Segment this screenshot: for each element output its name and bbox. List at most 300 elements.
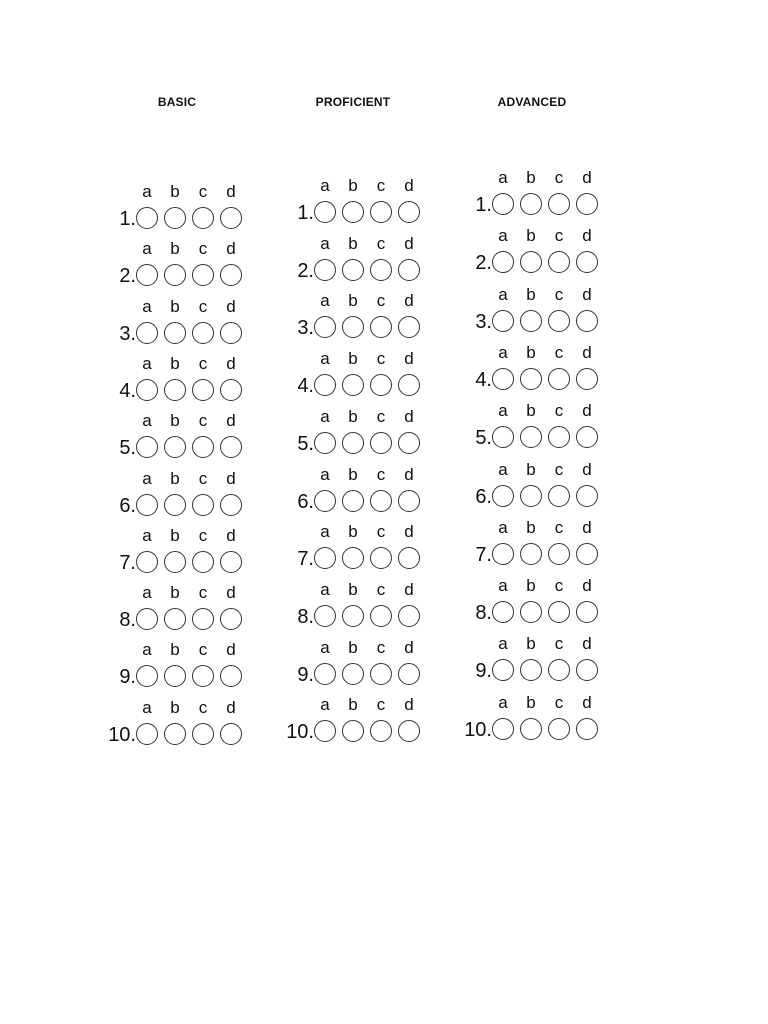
question-number: 8. (475, 602, 492, 624)
option-label-c: c (376, 176, 386, 195)
question-row (466, 227, 626, 283)
option-label-d: d (226, 469, 236, 488)
answer-bubble-d[interactable] (220, 379, 242, 401)
question-number: 6. (119, 495, 136, 517)
question-row (110, 412, 270, 468)
option-label-c: c (376, 522, 386, 541)
answer-bubble-d[interactable] (398, 490, 420, 512)
option-label-a: a (320, 522, 330, 541)
answer-bubble-c[interactable] (548, 718, 570, 740)
answer-bubble-b[interactable] (164, 551, 186, 573)
option-label-b: b (170, 239, 180, 258)
question-number: 1. (475, 194, 492, 216)
option-label-c: c (376, 638, 386, 657)
question-number: 3. (475, 311, 492, 333)
option-label-b: b (348, 349, 358, 368)
option-label-b: b (170, 526, 180, 545)
option-label-a: a (320, 291, 330, 310)
answer-bubble-b[interactable] (164, 264, 186, 286)
option-label-c: c (376, 580, 386, 599)
option-label-a: a (498, 168, 508, 187)
answer-bubble-d[interactable] (398, 201, 420, 223)
answer-bubble-b[interactable] (520, 543, 542, 565)
answer-bubble-d[interactable] (398, 547, 420, 569)
option-label-a: a (320, 638, 330, 657)
answer-bubble-b[interactable] (520, 368, 542, 390)
option-label-b: b (348, 522, 358, 541)
question-row (110, 183, 270, 239)
header-basic: BASIC (157, 95, 197, 109)
answer-bubble-c[interactable] (192, 264, 214, 286)
answer-bubble-d[interactable] (220, 723, 242, 745)
option-label-a: a (142, 239, 152, 258)
option-label-d: d (582, 460, 592, 479)
answer-bubble-c[interactable] (548, 543, 570, 565)
answer-bubble-d[interactable] (220, 207, 242, 229)
option-label-b: b (170, 469, 180, 488)
option-label-d: d (226, 182, 236, 201)
answer-bubble-a[interactable] (314, 663, 336, 685)
option-label-a: a (142, 411, 152, 430)
option-label-a: a (498, 576, 508, 595)
option-label-d: d (404, 234, 414, 253)
option-label-b: b (526, 226, 536, 245)
answer-bubble-b[interactable] (520, 659, 542, 681)
answer-bubble-c[interactable] (370, 316, 392, 338)
option-label-d: d (404, 349, 414, 368)
answer-bubble-a[interactable] (314, 201, 336, 223)
answer-bubble-d[interactable] (398, 663, 420, 685)
option-label-d: d (404, 176, 414, 195)
answer-bubble-d[interactable] (220, 322, 242, 344)
question-number: 5. (475, 427, 492, 449)
question-row (466, 402, 626, 458)
answer-bubble-a[interactable] (492, 426, 514, 448)
answer-bubble-c[interactable] (192, 551, 214, 573)
option-label-c: c (198, 583, 208, 602)
question-number: 6. (475, 486, 492, 508)
option-label-d: d (582, 518, 592, 537)
answer-bubble-b[interactable] (342, 316, 364, 338)
option-label-c: c (198, 297, 208, 316)
option-label-c: c (554, 343, 564, 362)
question-row (466, 286, 626, 342)
option-label-c: c (554, 693, 564, 712)
option-label-b: b (170, 297, 180, 316)
answer-bubble-a[interactable] (314, 547, 336, 569)
question-number: 5. (297, 433, 314, 455)
answer-bubble-d[interactable] (576, 251, 598, 273)
answer-bubble-b[interactable] (164, 608, 186, 630)
answer-bubble-d[interactable] (398, 605, 420, 627)
answer-bubble-d[interactable] (220, 665, 242, 687)
answer-bubble-a[interactable] (492, 485, 514, 507)
option-label-c: c (376, 291, 386, 310)
option-label-a: a (142, 354, 152, 373)
answer-bubble-b[interactable] (520, 426, 542, 448)
option-label-b: b (170, 640, 180, 659)
option-label-a: a (320, 695, 330, 714)
answer-bubble-d[interactable] (576, 310, 598, 332)
option-label-c: c (376, 407, 386, 426)
question-number: 2. (119, 265, 136, 287)
answer-bubble-d[interactable] (576, 659, 598, 681)
option-label-d: d (404, 465, 414, 484)
answer-bubble-d[interactable] (398, 432, 420, 454)
option-label-b: b (526, 343, 536, 362)
option-label-b: b (526, 460, 536, 479)
option-label-b: b (526, 168, 536, 187)
option-label-d: d (226, 297, 236, 316)
option-label-d: d (404, 407, 414, 426)
answer-bubble-a[interactable] (492, 310, 514, 332)
answer-bubble-c[interactable] (548, 310, 570, 332)
option-label-c: c (554, 576, 564, 595)
option-label-b: b (348, 407, 358, 426)
option-label-a: a (142, 583, 152, 602)
answer-bubble-a[interactable] (136, 494, 158, 516)
question-number: 4. (475, 369, 492, 391)
option-label-a: a (142, 698, 152, 717)
option-label-b: b (348, 580, 358, 599)
option-label-c: c (554, 401, 564, 420)
question-row (466, 577, 626, 633)
answer-bubble-a[interactable] (314, 432, 336, 454)
option-label-b: b (526, 693, 536, 712)
answer-bubble-a[interactable] (314, 259, 336, 281)
question-row (288, 581, 448, 637)
answer-bubble-b[interactable] (342, 490, 364, 512)
option-label-b: b (170, 583, 180, 602)
option-label-a: a (498, 518, 508, 537)
question-row (288, 696, 448, 752)
answer-bubble-a[interactable] (314, 720, 336, 742)
answer-bubble-c[interactable] (192, 665, 214, 687)
question-number: 1. (119, 208, 136, 230)
answer-bubble-d[interactable] (220, 608, 242, 630)
answer-bubble-d[interactable] (576, 485, 598, 507)
answer-bubble-a[interactable] (492, 368, 514, 390)
option-label-c: c (198, 182, 208, 201)
option-label-d: d (582, 343, 592, 362)
option-label-a: a (142, 297, 152, 316)
question-row (288, 523, 448, 579)
answer-bubble-b[interactable] (342, 720, 364, 742)
answer-bubble-c[interactable] (192, 436, 214, 458)
question-row (466, 694, 626, 750)
answer-bubble-b[interactable] (164, 436, 186, 458)
answer-bubble-c[interactable] (370, 259, 392, 281)
answer-bubble-d[interactable] (576, 368, 598, 390)
answer-bubble-b[interactable] (520, 601, 542, 623)
option-label-a: a (142, 182, 152, 201)
option-label-d: d (226, 698, 236, 717)
option-label-d: d (582, 285, 592, 304)
question-number: 7. (297, 548, 314, 570)
option-label-b: b (348, 291, 358, 310)
question-number: 9. (297, 664, 314, 686)
answer-bubble-c[interactable] (370, 374, 392, 396)
answer-bubble-a[interactable] (136, 665, 158, 687)
question-number: 6. (297, 491, 314, 513)
answer-bubble-d[interactable] (398, 316, 420, 338)
answer-bubble-b[interactable] (342, 605, 364, 627)
answer-bubble-b[interactable] (520, 310, 542, 332)
answer-bubble-c[interactable] (192, 322, 214, 344)
answer-bubble-b[interactable] (164, 379, 186, 401)
option-label-d: d (226, 583, 236, 602)
option-label-b: b (526, 576, 536, 595)
question-row (288, 235, 448, 291)
option-label-d: d (226, 239, 236, 258)
option-label-d: d (582, 576, 592, 595)
answer-bubble-d[interactable] (398, 720, 420, 742)
option-label-d: d (582, 226, 592, 245)
option-label-c: c (198, 640, 208, 659)
answer-bubble-d[interactable] (576, 193, 598, 215)
answer-bubble-c[interactable] (548, 426, 570, 448)
question-number: 4. (119, 380, 136, 402)
option-label-c: c (198, 239, 208, 258)
answer-bubble-c[interactable] (370, 490, 392, 512)
question-row (110, 355, 270, 411)
question-row (288, 408, 448, 464)
answer-bubble-a[interactable] (314, 316, 336, 338)
option-label-c: c (376, 465, 386, 484)
option-label-b: b (526, 634, 536, 653)
question-number: 2. (475, 252, 492, 274)
answer-bubble-a[interactable] (136, 379, 158, 401)
option-label-c: c (376, 695, 386, 714)
option-label-a: a (320, 465, 330, 484)
answer-bubble-b[interactable] (342, 547, 364, 569)
question-row (110, 584, 270, 640)
option-label-d: d (226, 411, 236, 430)
option-label-a: a (498, 693, 508, 712)
answer-bubble-c[interactable] (370, 201, 392, 223)
answer-bubble-b[interactable] (164, 322, 186, 344)
answer-bubble-a[interactable] (136, 436, 158, 458)
option-label-b: b (348, 234, 358, 253)
option-label-a: a (142, 469, 152, 488)
question-number: 10. (286, 721, 314, 743)
answer-bubble-b[interactable] (520, 718, 542, 740)
answer-bubble-d[interactable] (220, 494, 242, 516)
option-label-c: c (554, 460, 564, 479)
answer-bubble-c[interactable] (548, 251, 570, 273)
header-advanced: ADVANCED (497, 95, 567, 109)
question-row (288, 177, 448, 233)
option-label-b: b (170, 182, 180, 201)
answer-bubble-d[interactable] (576, 426, 598, 448)
option-label-a: a (498, 460, 508, 479)
option-label-a: a (498, 401, 508, 420)
question-number: 4. (297, 375, 314, 397)
answer-bubble-d[interactable] (398, 374, 420, 396)
option-label-d: d (404, 291, 414, 310)
answer-bubble-c[interactable] (370, 720, 392, 742)
question-number: 10. (464, 719, 492, 741)
answer-bubble-a[interactable] (136, 608, 158, 630)
answer-bubble-c[interactable] (370, 663, 392, 685)
answer-bubble-a[interactable] (136, 264, 158, 286)
answer-bubble-d[interactable] (220, 551, 242, 573)
answer-bubble-b[interactable] (520, 193, 542, 215)
option-label-b: b (170, 698, 180, 717)
answer-bubble-a[interactable] (492, 193, 514, 215)
answer-bubble-d[interactable] (576, 601, 598, 623)
option-label-d: d (582, 401, 592, 420)
option-label-b: b (526, 285, 536, 304)
question-number: 2. (297, 260, 314, 282)
answer-bubble-a[interactable] (314, 605, 336, 627)
answer-bubble-d[interactable] (576, 718, 598, 740)
answer-bubble-a[interactable] (136, 723, 158, 745)
answer-bubble-c[interactable] (548, 193, 570, 215)
option-label-d: d (582, 693, 592, 712)
option-label-c: c (198, 354, 208, 373)
question-row (288, 466, 448, 522)
question-row (110, 527, 270, 583)
option-label-c: c (376, 234, 386, 253)
question-number: 7. (475, 544, 492, 566)
question-row (288, 292, 448, 348)
option-label-c: c (376, 349, 386, 368)
option-label-c: c (198, 411, 208, 430)
answer-bubble-b[interactable] (342, 259, 364, 281)
option-label-d: d (226, 526, 236, 545)
question-row (466, 635, 626, 691)
option-label-d: d (582, 168, 592, 187)
answer-bubble-a[interactable] (136, 207, 158, 229)
question-row (288, 350, 448, 406)
answer-bubble-a[interactable] (314, 490, 336, 512)
question-number: 7. (119, 552, 136, 574)
option-label-a: a (142, 526, 152, 545)
answer-bubble-a[interactable] (136, 322, 158, 344)
option-label-d: d (582, 634, 592, 653)
answer-bubble-c[interactable] (370, 432, 392, 454)
answer-bubble-b[interactable] (164, 494, 186, 516)
question-row (110, 470, 270, 526)
question-row (466, 461, 626, 517)
option-label-b: b (170, 354, 180, 373)
option-label-a: a (498, 634, 508, 653)
answer-bubble-a[interactable] (314, 374, 336, 396)
option-label-c: c (554, 634, 564, 653)
option-label-d: d (404, 580, 414, 599)
question-row (110, 298, 270, 354)
answer-bubble-b[interactable] (164, 723, 186, 745)
answer-bubble-a[interactable] (492, 543, 514, 565)
option-label-a: a (320, 176, 330, 195)
option-label-a: a (498, 285, 508, 304)
question-row (466, 519, 626, 575)
option-label-a: a (320, 234, 330, 253)
question-row (110, 699, 270, 755)
option-label-a: a (320, 580, 330, 599)
option-label-c: c (198, 698, 208, 717)
option-label-d: d (404, 638, 414, 657)
answer-bubble-a[interactable] (136, 551, 158, 573)
answer-bubble-d[interactable] (220, 436, 242, 458)
answer-bubble-a[interactable] (492, 251, 514, 273)
answer-bubble-c[interactable] (192, 207, 214, 229)
option-label-b: b (348, 638, 358, 657)
answer-bubble-b[interactable] (164, 665, 186, 687)
option-label-b: b (526, 518, 536, 537)
question-number: 10. (108, 724, 136, 746)
option-label-c: c (554, 168, 564, 187)
answer-bubble-b[interactable] (164, 207, 186, 229)
question-number: 8. (297, 606, 314, 628)
option-label-b: b (170, 411, 180, 430)
answer-bubble-b[interactable] (342, 663, 364, 685)
answer-bubble-a[interactable] (492, 659, 514, 681)
question-number: 8. (119, 609, 136, 631)
option-label-d: d (226, 354, 236, 373)
header-proficient: PROFICIENT (315, 95, 391, 109)
answer-bubble-c[interactable] (192, 379, 214, 401)
option-label-c: c (554, 285, 564, 304)
question-row (110, 641, 270, 697)
question-number: 1. (297, 202, 314, 224)
option-label-c: c (554, 226, 564, 245)
option-label-b: b (348, 176, 358, 195)
answer-bubble-b[interactable] (520, 485, 542, 507)
answer-bubble-c[interactable] (548, 485, 570, 507)
question-row (110, 240, 270, 296)
answer-bubble-c[interactable] (370, 547, 392, 569)
option-label-b: b (348, 465, 358, 484)
answer-bubble-c[interactable] (548, 368, 570, 390)
option-label-d: d (404, 695, 414, 714)
answer-bubble-c[interactable] (548, 659, 570, 681)
option-label-a: a (498, 343, 508, 362)
option-label-b: b (526, 401, 536, 420)
question-row (466, 344, 626, 400)
question-number: 3. (297, 317, 314, 339)
answer-bubble-c[interactable] (192, 608, 214, 630)
answer-bubble-b[interactable] (520, 251, 542, 273)
option-label-b: b (348, 695, 358, 714)
answer-bubble-a[interactable] (492, 718, 514, 740)
answer-bubble-d[interactable] (220, 264, 242, 286)
option-label-a: a (142, 640, 152, 659)
option-label-d: d (404, 522, 414, 541)
answer-bubble-b[interactable] (342, 201, 364, 223)
answer-bubble-c[interactable] (192, 723, 214, 745)
answer-bubble-c[interactable] (370, 605, 392, 627)
answer-bubble-c[interactable] (548, 601, 570, 623)
option-label-a: a (320, 407, 330, 426)
answer-bubble-c[interactable] (192, 494, 214, 516)
option-label-d: d (226, 640, 236, 659)
option-label-c: c (198, 526, 208, 545)
question-number: 5. (119, 437, 136, 459)
question-number: 3. (119, 323, 136, 345)
option-label-c: c (198, 469, 208, 488)
option-label-c: c (554, 518, 564, 537)
answer-bubble-d[interactable] (398, 259, 420, 281)
answer-bubble-d[interactable] (576, 543, 598, 565)
option-label-a: a (498, 226, 508, 245)
answer-bubble-b[interactable] (342, 432, 364, 454)
answer-bubble-a[interactable] (492, 601, 514, 623)
question-row (288, 639, 448, 695)
answer-bubble-b[interactable] (342, 374, 364, 396)
option-label-a: a (320, 349, 330, 368)
